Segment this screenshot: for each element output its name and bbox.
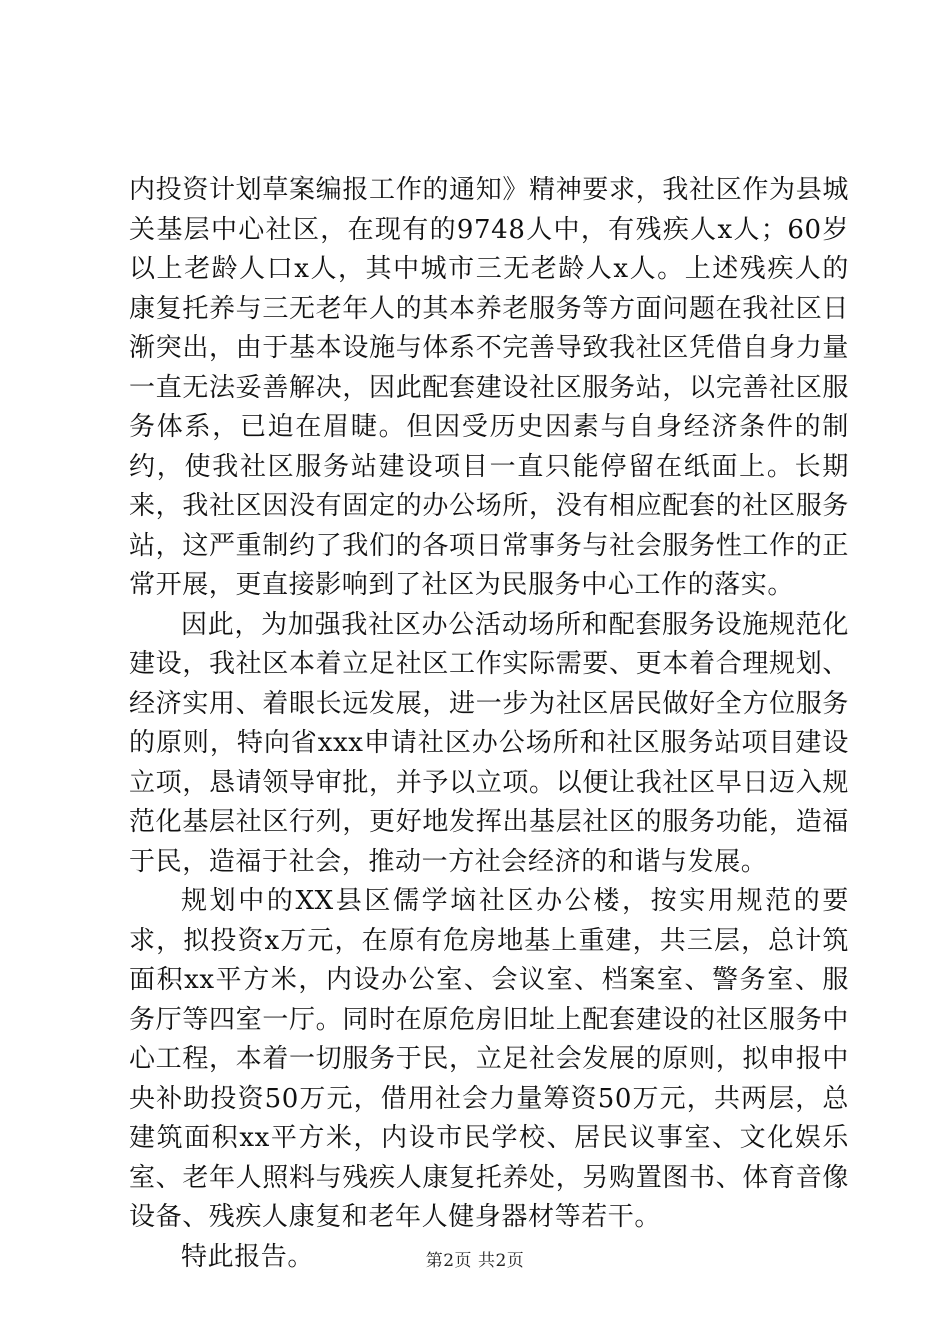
paragraph-continuation: 内投资计划草案编报工作的通知》精神要求，我社区作为县城关基层中心社区，在现有的9748人中，有残疾人x人；60岁以上老龄人口x人，其中城市三无老龄人x人。上述残疾人的康复托养与三无老年人的其本养老服务等方面问题在我社区日渐突出，由于基本设施与体系不完善导致我社区凭借自身力量一直无法妥善解决，因此配套建设社区服务站，以完善社区服务体系，已迫在眉睫。但因受历史因素与自身经济条件的制约，使我社区服务站建设项目一直只能停留在纸面上。长期来，我社区因没有固定的办公场所，没有相应配套的社区服务站，这严重制约了我们的各项日常事务与社会服务性工作的正常开展，更直接影响到了社区为民服务中心工作的落实。 [129, 175, 849, 600]
paragraph-closing: 特此报告。 [181, 1241, 315, 1272]
paragraph-plan: 规划中的XX县区儒学垴社区办公楼，按实用规范的要求，拟投资x万元，在原有危房地基上重建，共三层，总计筑面积xx平方米，内设办公室、会议室、档案室、警务室、服务厅等四室一厅。同时在原危房旧址上配套建设的社区服务中心工程，本着一切服务于民，立足社会发展的原则，拟申报中央补助投资50万元，借用社会力量筹资50万元，共两层，总建筑面积xx平方米，内设市民学校、居民议事室、文化娱乐室、老年人照料与残疾人康复托养处，另购置图书、体育音像设备、残疾人康复和老年人健身器材等若干。 [129, 886, 849, 1232]
page-number-footer: 第2页 共2页 [425, 1251, 525, 1271]
paragraph-purpose: 因此，为加强我社区办公活动场所和配套服务设施规范化建设，我社区本着立足社区工作实际需要、更本着合理规划、经济实用、着眼长远发展，进一步为社区居民做好全方位服务的原则，特向省xxx申请社区办公场所和社区服务站项目建设立项，恳请领导审批，并予以立项。以便让我社区早日迈入规范化基层社区行列，更好地发挥出基层社区的服务功能，造福于民，造福于社会，推动一方社会经济的和谐与发展。 [129, 609, 849, 877]
document-body [129, 171, 849, 1277]
